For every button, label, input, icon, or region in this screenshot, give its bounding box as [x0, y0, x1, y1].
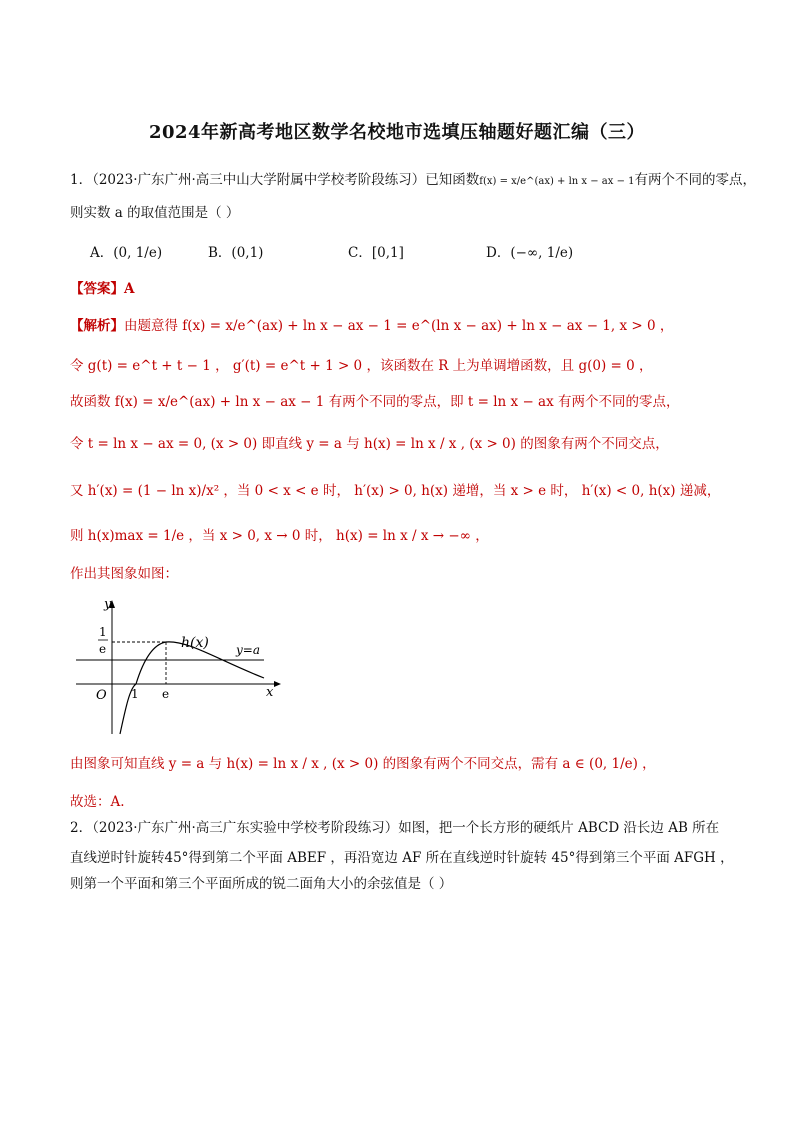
- label-x: x: [266, 685, 274, 700]
- function-graph: [68, 596, 288, 736]
- analysis-line-7: 作出其图象如图：: [70, 566, 178, 582]
- option-a: A．(0, 1/e): [90, 245, 163, 261]
- answer-value: A: [124, 281, 135, 297]
- option-d: D．(−∞, 1/e): [486, 245, 574, 261]
- answer-line: [70, 279, 134, 299]
- option-b: B．(0,1): [208, 245, 264, 261]
- analysis-line-5: 又 h′(x) = (1 − ln x)/x² ，当 0 < x < e 时， h′(x) > 0, h(x) 递增，当 x > e 时， h′(x) < 0, h(x) 递减，: [70, 483, 721, 499]
- label-inv-e-den: e: [99, 642, 107, 656]
- label-origin: O: [96, 688, 107, 703]
- analysis-tag: 【解析】: [70, 318, 124, 334]
- q1-suffix: 有两个不同的零点，: [634, 172, 757, 188]
- q2-line3: 则第一个平面和第三个平面所成的锐二面角大小的余弦值是（ ）: [70, 876, 453, 892]
- option-c: C．[0,1]: [348, 245, 404, 261]
- label-one: 1: [131, 687, 139, 701]
- q1-line1: [70, 170, 756, 192]
- answer-tag: 【答案】: [70, 281, 124, 297]
- label-inv-e-num: 1: [99, 625, 107, 639]
- analysis-line-9: 故选：A.: [70, 794, 125, 810]
- label-y: y: [104, 597, 112, 612]
- analysis-line-4: 令 t = ln x − ax = 0, (x > 0) 即直线 y = a 与 h(x) = ln x / x , (x > 0) 的图象有两个不同交点，: [70, 436, 669, 452]
- label-ya: y=a: [236, 643, 260, 657]
- q1-line2: 则实数 a 的取值范围是（ ）: [70, 205, 240, 221]
- analysis-line-3: 故函数 f(x) = x/e^(ax) + ln x − ax − 1 有两个不同的零点，即 t = ln x − ax 有两个不同的零点，: [70, 394, 680, 410]
- analysis-line-2: 令 g(t) = e^t + t − 1 ， g′(t) = e^t + 1 > 0 ，该函数在 R 上为单调增函数，且 g(0) = 0 ，: [70, 358, 653, 374]
- page-title: 2024年新高考地区数学名校地市选填压轴题好题汇编（三）: [148, 122, 646, 143]
- analysis-line-6: 则 h(x)max = 1/e ，当 x > 0, x → 0 时， h(x) = ln x / x → −∞ ，: [70, 528, 489, 544]
- q1-prefix: 1．（2023·广东广州·高三中山大学附属中学校考阶段练习）已知函数: [70, 172, 480, 188]
- label-e: e: [162, 687, 170, 701]
- q2-line2: 直线逆时针旋转45°得到第二个平面 ABEF ，再沿宽边 AF 所在直线逆时针旋转 45°得到第三个平面 AFGH ，: [70, 850, 734, 866]
- x-axis-arrow: [274, 681, 281, 687]
- analysis-line-1: 【解析】由题意得 f(x) = x/e^(ax) + ln x − ax − 1 = e^(ln x − ax) + ln x − ax − 1, x > 0 ，: [70, 318, 674, 334]
- q2-line1: 2．（2023·广东广州·高三广东实验中学校考阶段练习）如图，把一个长方形的硬纸片 ABCD 沿长边 AB 所在: [70, 820, 720, 836]
- analysis-line-8: 由图象可知直线 y = a 与 h(x) = ln x / x , (x > 0) 的图象有两个不同交点，需有 a ∈ (0, 1/e) ，: [70, 756, 656, 772]
- q1-formula: f(x) = x/e^(ax) + ln x − ax − 1: [479, 176, 635, 187]
- label-hx: h(x): [181, 635, 209, 651]
